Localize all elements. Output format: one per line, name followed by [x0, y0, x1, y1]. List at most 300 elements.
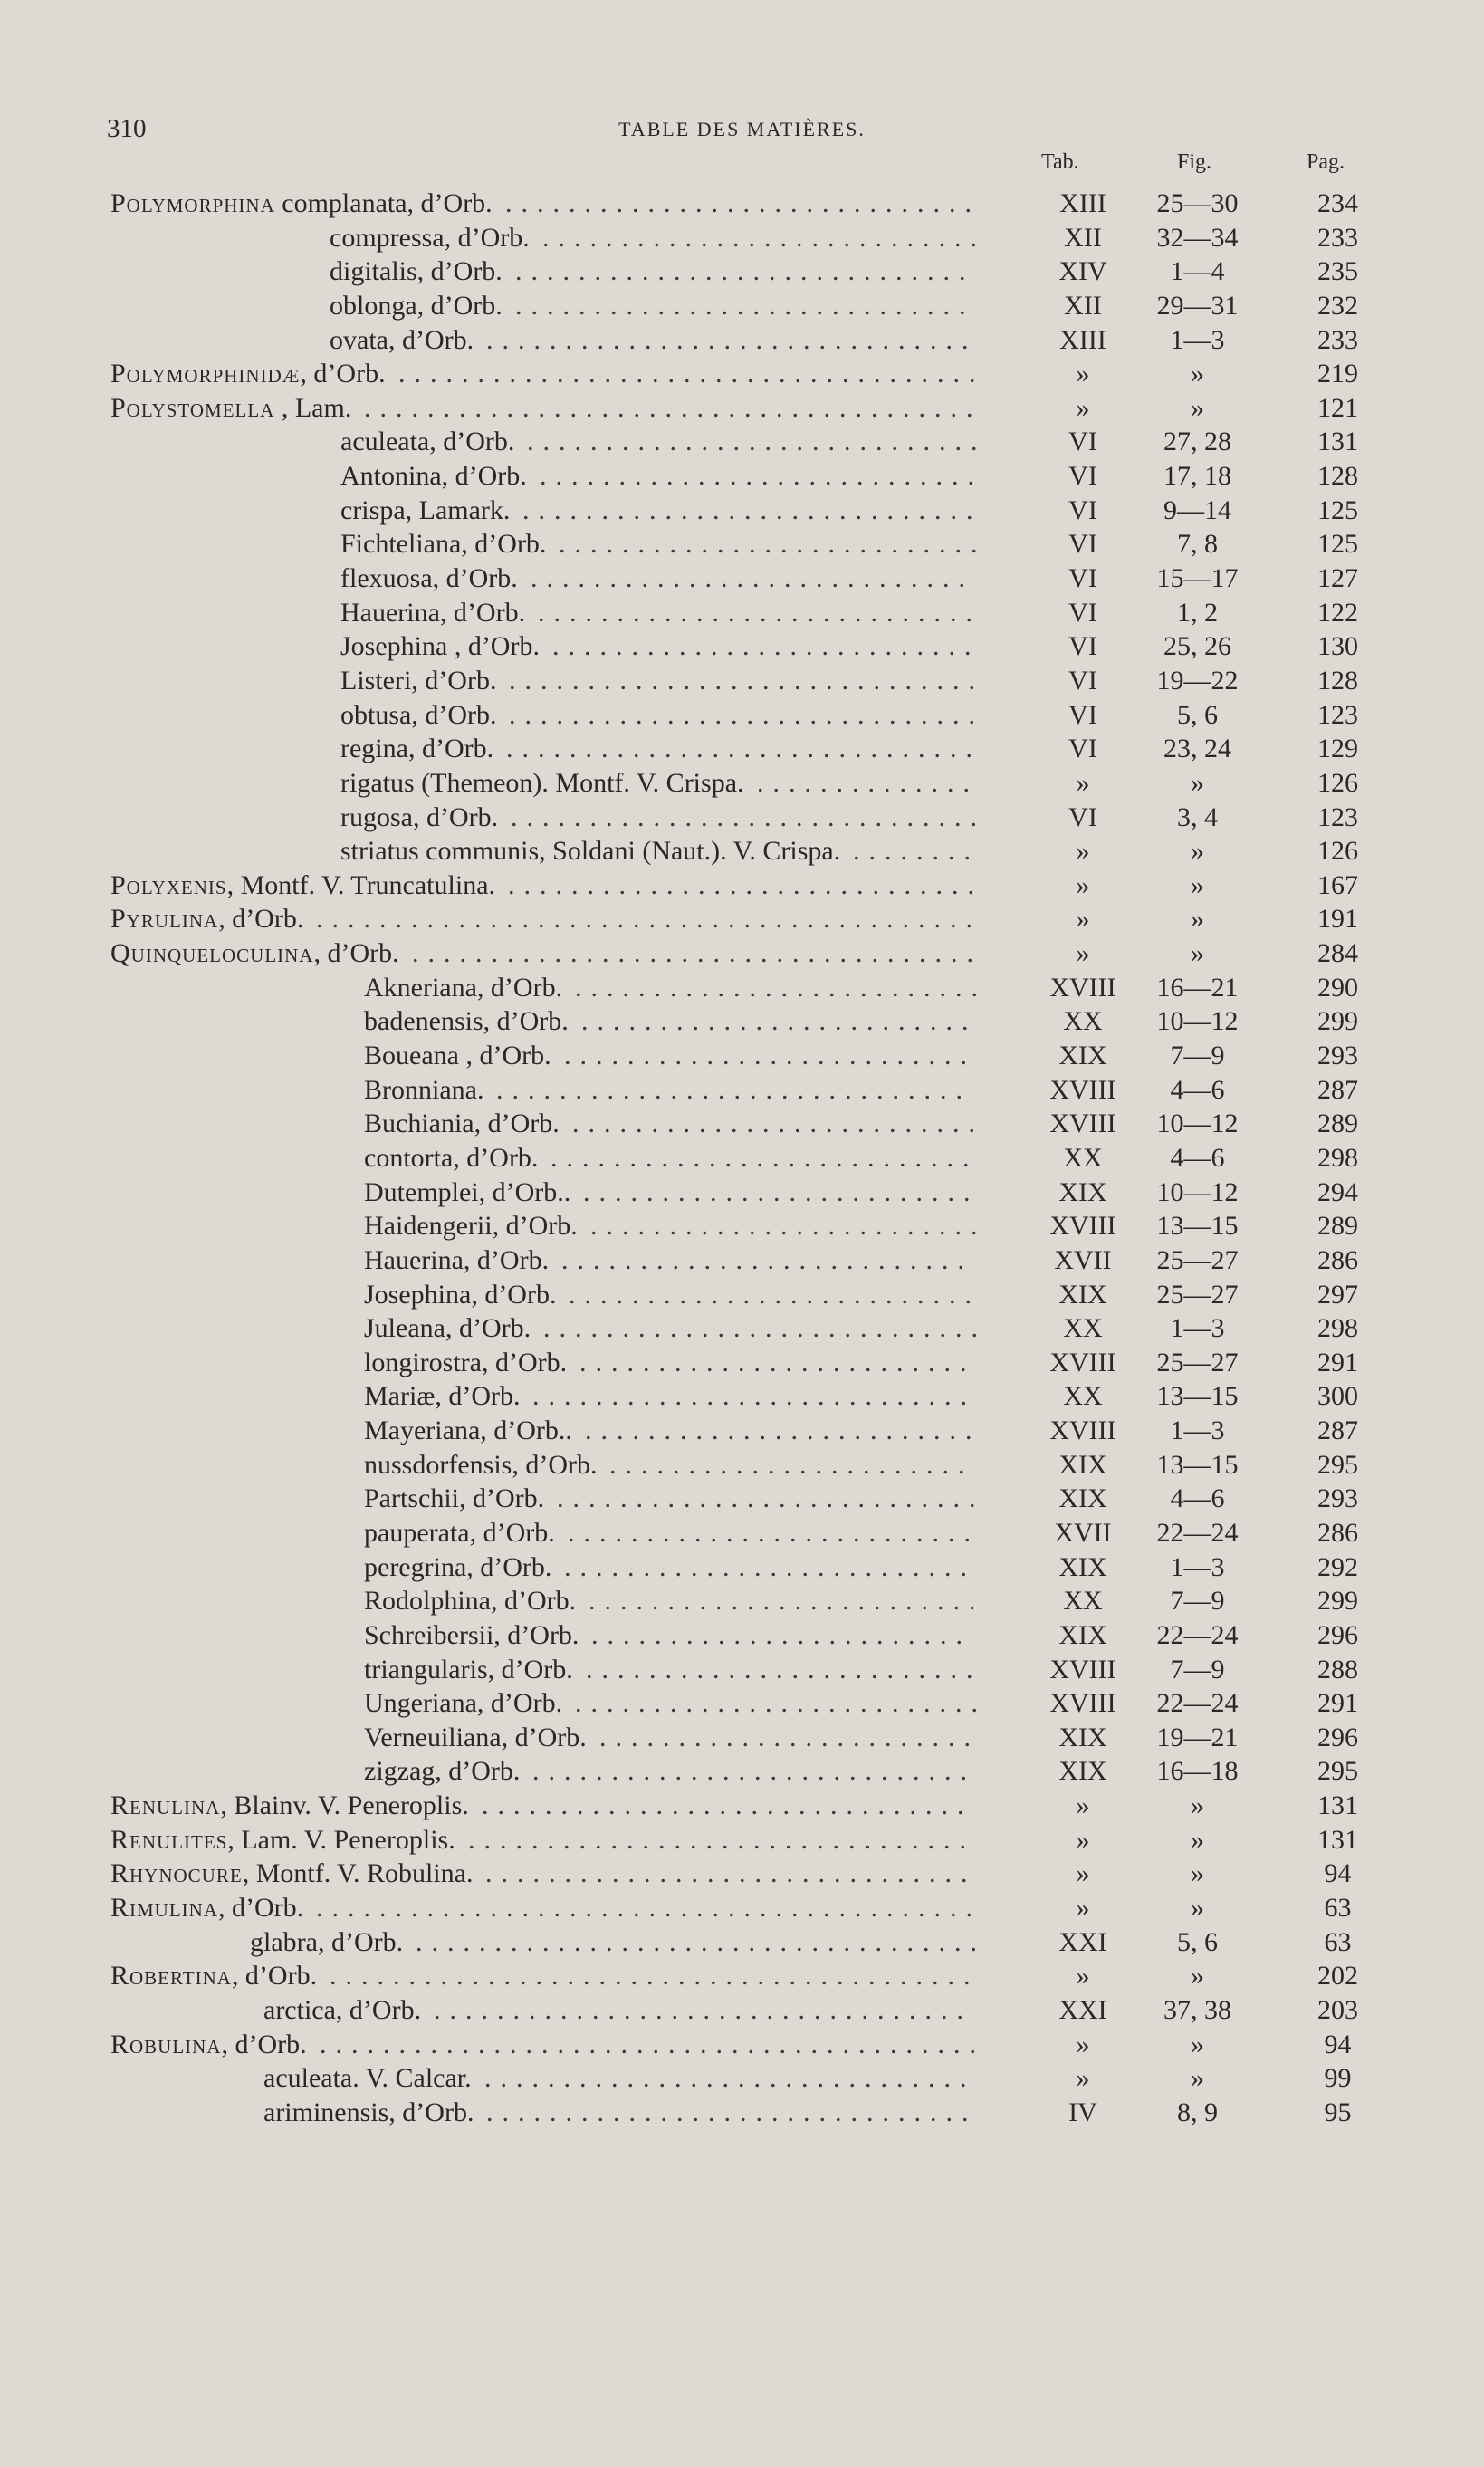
index-entry — [0, 1584, 1484, 1618]
entry-genus: Polystomella — [110, 392, 275, 423]
dot-leader: .......................... — [572, 1109, 984, 1139]
entry-name: oblonga, d’Orb. — [330, 290, 503, 321]
entry-name: , d’Orb. — [218, 904, 304, 935]
entry-tab: VI — [1068, 494, 1097, 525]
dot-leader: .......................... — [575, 1688, 987, 1719]
entry-pag: 167 — [1317, 869, 1358, 900]
entry-label — [364, 971, 562, 1005]
entry-label — [340, 596, 525, 630]
dot-leader: ............................... — [482, 1790, 973, 1821]
entry-pag: 296 — [1317, 1619, 1358, 1650]
entry-pag: 63 — [1324, 1926, 1352, 1957]
index-entry — [0, 494, 1484, 528]
entry-label — [340, 698, 496, 733]
entry-fig: 5, 6 — [1177, 699, 1218, 730]
entry-genus: Renulina — [110, 1790, 221, 1821]
dot-leader: ......................... — [589, 1586, 985, 1617]
entry-tab: XIX — [1058, 1449, 1107, 1480]
entry-fig: 9—14 — [1163, 494, 1231, 525]
entry-label — [110, 1789, 469, 1823]
dot-leader: ............................ — [531, 563, 974, 594]
entry-tab: » — [1076, 1824, 1090, 1855]
entry-tab: » — [1076, 836, 1090, 867]
entry-pag: 129 — [1317, 734, 1358, 764]
index-entry — [0, 527, 1484, 562]
dot-leader: ........................... — [559, 529, 987, 560]
entry-genus: Polymorphinidæ — [110, 359, 301, 389]
entry-genus: Renulites — [110, 1824, 228, 1855]
entry-pag: 131 — [1317, 427, 1358, 457]
dot-leader: ........................... — [552, 631, 981, 662]
entry-name: striatus communis, Soldani (Naut.). V. Crispa. — [340, 836, 841, 867]
dot-leader: .......................... — [561, 1244, 973, 1275]
entry-label — [340, 834, 840, 869]
dot-leader: .............................. — [506, 734, 981, 764]
dot-leader: ......................................... — [330, 1961, 980, 1992]
entry-name: Mayeriana, d’Orb.. — [364, 1416, 572, 1446]
index-entry — [0, 1686, 1484, 1721]
entry-name: , Blainv. V. Peneroplis. — [220, 1790, 469, 1821]
entry-fig: 1—3 — [1170, 1416, 1225, 1446]
entry-fig: 1—3 — [1170, 1313, 1225, 1344]
entry-tab: IV — [1068, 2097, 1097, 2127]
entry-name: flexuosa, d’Orb. — [340, 563, 518, 594]
entry-tab: VI — [1068, 461, 1097, 492]
dot-leader: ............................... — [486, 324, 978, 355]
dot-leader: .................................. — [434, 1994, 972, 2025]
entry-pag: 94 — [1324, 1858, 1352, 1889]
entry-tab: XX — [1063, 1313, 1103, 1344]
entry-fig: » — [1191, 1961, 1204, 1992]
entry-name: zigzag, d’Orb. — [364, 1756, 521, 1787]
entry-genus: Robulina — [110, 2029, 222, 2059]
entry-label — [340, 766, 744, 801]
index-entry — [0, 1959, 1484, 1993]
entry-tab: VI — [1068, 734, 1097, 764]
entry-fig: » — [1191, 2063, 1204, 2094]
entry-label — [263, 2061, 472, 2096]
entry-fig: 5, 6 — [1177, 1926, 1218, 1957]
entry-name: , d’Orb. — [231, 1961, 318, 1992]
entry-name: Hauerina, d’Orb. — [364, 1244, 550, 1275]
dot-leader: .......................................... — [316, 904, 981, 935]
column-header-pag: Pag. — [1307, 150, 1345, 174]
entry-label — [263, 1993, 421, 2028]
entry-name: Listeri, d’Orb. — [340, 665, 497, 696]
entry-label — [110, 1823, 455, 1857]
entry-label — [330, 221, 530, 255]
index-entry — [0, 1414, 1484, 1448]
entry-tab: XII — [1064, 290, 1102, 321]
entry-pag: 99 — [1324, 2063, 1352, 2094]
entry-pag: 288 — [1317, 1654, 1358, 1685]
entry-tab: XVIII — [1049, 1109, 1116, 1139]
index-entry — [0, 2028, 1484, 2062]
dot-leader: .............................. — [496, 1074, 972, 1105]
entry-name: , d’Orb. — [313, 938, 399, 969]
entry-fig: 23, 24 — [1163, 734, 1231, 764]
entry-pag: 95 — [1324, 2097, 1352, 2127]
entry-tab: » — [1076, 2063, 1090, 2094]
index-entry — [0, 902, 1484, 936]
dot-leader: ............................... — [485, 1858, 977, 1889]
entry-label — [110, 1959, 317, 1993]
entry-label — [364, 1039, 551, 1073]
entry-pag: 126 — [1317, 836, 1358, 867]
entry-label — [364, 1584, 576, 1618]
entry-pag: 122 — [1317, 597, 1358, 628]
dot-leader: ............................. — [515, 290, 975, 321]
entry-tab: XIX — [1058, 1483, 1107, 1514]
entry-pag: 287 — [1317, 1074, 1358, 1105]
entry-tab: » — [1076, 1893, 1090, 1924]
entry-tab: VI — [1068, 563, 1097, 594]
entry-tab: » — [1076, 904, 1090, 935]
index-entry — [0, 629, 1484, 664]
index-entry — [0, 1550, 1484, 1585]
entry-name: Antonina, d’Orb. — [340, 461, 527, 492]
index-entry — [0, 187, 1484, 221]
entry-pag: 295 — [1317, 1756, 1358, 1787]
dot-leader: ............................... — [484, 2063, 976, 2094]
index-entry — [0, 2061, 1484, 2096]
entry-fig: 1—3 — [1170, 1551, 1225, 1582]
index-entry — [0, 391, 1484, 426]
dot-leader: .............................. — [509, 665, 984, 696]
entry-tab: XIV — [1058, 256, 1107, 287]
entry-pag: 131 — [1317, 1790, 1358, 1821]
entry-name: Schreibersii, d’Orb. — [364, 1619, 579, 1650]
index-entry — [0, 971, 1484, 1005]
entry-label — [110, 936, 399, 971]
index-entry — [0, 1754, 1484, 1789]
entry-pag: 292 — [1317, 1551, 1358, 1582]
entry-pag: 290 — [1317, 972, 1358, 1003]
index-entry — [0, 732, 1484, 766]
entry-pag: 284 — [1317, 938, 1358, 969]
entry-tab: XX — [1063, 1142, 1103, 1173]
entry-fig: » — [1191, 1893, 1204, 1924]
entry-name: badenensis, d’Orb. — [364, 1006, 569, 1037]
index-entry — [0, 1311, 1484, 1346]
dot-leader: ....................... — [609, 1449, 974, 1480]
entry-pag: 298 — [1317, 1142, 1358, 1173]
dot-leader: ............................ — [542, 222, 986, 253]
entry-genus: Rimulina — [110, 1893, 218, 1924]
index-entry — [0, 596, 1484, 630]
entry-label — [364, 1482, 544, 1516]
entry-pag: 94 — [1324, 2029, 1352, 2059]
index-entry — [0, 1209, 1484, 1243]
entry-name: , Lam. — [274, 392, 352, 423]
entry-tab: XIX — [1058, 1041, 1107, 1071]
entry-label — [364, 1550, 551, 1585]
entry-name: Bronniana. — [364, 1074, 484, 1105]
dot-leader: ............................ — [532, 1756, 976, 1787]
dot-leader: .......................................... — [316, 1893, 981, 1924]
index-entry — [0, 1379, 1484, 1414]
entry-fig: 10—12 — [1156, 1109, 1239, 1139]
entry-label — [364, 1209, 578, 1243]
index-entry — [0, 1448, 1484, 1483]
entry-tab: » — [1076, 938, 1090, 969]
entry-label — [340, 527, 546, 562]
dot-leader: .......................... — [564, 1041, 976, 1071]
entry-tab: » — [1076, 392, 1090, 423]
dot-leader: ......................... — [579, 1347, 976, 1377]
entry-pag: 191 — [1317, 904, 1358, 935]
index-entry — [0, 1243, 1484, 1278]
entry-name: , d’Orb. — [300, 359, 386, 389]
entry-tab: XIX — [1058, 1619, 1107, 1650]
index-entry — [0, 1073, 1484, 1108]
entry-fig: 29—31 — [1156, 290, 1239, 321]
entry-fig: 13—15 — [1156, 1449, 1239, 1480]
entry-name: Haidengerii, d’Orb. — [364, 1211, 578, 1242]
entry-label — [110, 1857, 473, 1891]
entry-name: Rodolphina, d’Orb. — [364, 1586, 577, 1617]
dot-leader: ......................... — [586, 1654, 982, 1685]
index-entry — [0, 323, 1484, 358]
entry-label — [364, 1379, 520, 1414]
entry-label — [364, 1754, 520, 1789]
entry-genus: Quinqueloculina — [110, 938, 314, 969]
entry-tab: XVIII — [1049, 1074, 1116, 1105]
entry-name: crispa, Lamark. — [340, 494, 511, 525]
dot-leader: ......................... — [585, 1416, 981, 1446]
dot-leader: .................................... — [416, 1926, 986, 1957]
dot-leader: .............................. — [508, 869, 983, 900]
entry-label — [364, 1141, 538, 1176]
entry-tab: XXI — [1058, 1926, 1107, 1957]
entry-fig: 10—12 — [1156, 1006, 1239, 1037]
entry-tab: » — [1076, 767, 1090, 798]
dot-leader: ............................ — [538, 597, 981, 628]
entry-name: arctica, d’Orb. — [263, 1994, 422, 2025]
index-entry — [0, 1346, 1484, 1380]
entry-name: peregrina, d’Orb. — [364, 1551, 552, 1582]
entry-fig: 22—24 — [1156, 1517, 1239, 1548]
entry-pag: 286 — [1317, 1517, 1358, 1548]
index-entry — [0, 459, 1484, 494]
entry-label — [110, 2028, 307, 2062]
entry-name: ariminensis, d’Orb. — [263, 2097, 474, 2127]
index-entry — [0, 664, 1484, 698]
entry-fig: 7—9 — [1170, 1041, 1225, 1071]
entry-label — [364, 1653, 573, 1687]
entry-fig: 16—18 — [1156, 1756, 1239, 1787]
entry-tab: XIII — [1059, 324, 1106, 355]
entry-pag: 202 — [1317, 1961, 1358, 1992]
entry-tab: VI — [1068, 529, 1097, 560]
index-entry — [0, 425, 1484, 459]
entry-name: Akneriana, d’Orb. — [364, 972, 563, 1003]
entry-fig: 25—27 — [1156, 1244, 1239, 1275]
index-entry — [0, 1278, 1484, 1312]
entry-name: obtusa, d’Orb. — [340, 699, 497, 730]
dot-leader: ........ — [853, 836, 980, 867]
dot-leader: .......................... — [575, 972, 987, 1003]
entry-tab: XIX — [1058, 1176, 1107, 1207]
entry-name: ovata, d’Orb. — [330, 324, 474, 355]
entry-name: Mariæ, d’Orb. — [364, 1381, 521, 1412]
entry-pag: 296 — [1317, 1722, 1358, 1752]
index-entry — [0, 766, 1484, 801]
entry-label — [364, 1686, 562, 1721]
dot-leader: .......................... — [569, 1279, 981, 1310]
entry-pag: 300 — [1317, 1381, 1358, 1412]
entry-fig: » — [1191, 2029, 1204, 2059]
entry-fig: 19—22 — [1156, 665, 1239, 696]
entry-tab: XVIII — [1049, 1416, 1116, 1446]
entry-name: Josephina , d’Orb. — [340, 631, 540, 662]
dot-leader: ............................. — [522, 494, 982, 525]
entry-fig: 7—9 — [1170, 1586, 1225, 1617]
index-entry — [0, 869, 1484, 903]
entry-fig: 1—4 — [1170, 256, 1225, 287]
dot-leader: ........................... — [551, 1142, 979, 1173]
entry-pag: 289 — [1317, 1211, 1358, 1242]
entry-name: nussdorfensis, d’Orb. — [364, 1449, 598, 1480]
entry-label — [263, 2096, 474, 2130]
entry-fig: 7—9 — [1170, 1654, 1225, 1685]
dot-leader: .......................... — [568, 1517, 980, 1548]
page-number: 310 — [107, 114, 147, 143]
entry-label — [110, 187, 493, 221]
index-entry — [0, 801, 1484, 835]
entry-pag: 291 — [1317, 1347, 1358, 1377]
entry-tab: » — [1076, 869, 1090, 900]
entry-fig: 8, 9 — [1177, 2097, 1218, 2127]
entry-pag: 121 — [1317, 392, 1358, 423]
entry-tab: VI — [1068, 802, 1097, 832]
index-entry — [0, 1721, 1484, 1755]
entry-tab: XX — [1063, 1006, 1103, 1037]
index-entry — [0, 1789, 1484, 1823]
entry-name: Buchiania, d’Orb. — [364, 1109, 560, 1139]
entry-fig: 1, 2 — [1177, 597, 1218, 628]
entry-pag: 125 — [1317, 494, 1358, 525]
entry-label — [364, 1721, 587, 1755]
entry-pag: 126 — [1317, 767, 1358, 798]
entry-name: Boueana , d’Orb. — [364, 1041, 551, 1071]
index-entry — [0, 1004, 1484, 1039]
entry-label — [364, 1448, 597, 1483]
entry-name: contorta, d’Orb. — [364, 1142, 539, 1173]
entry-label — [364, 1278, 556, 1312]
index-entry — [0, 1482, 1484, 1516]
entry-fig: 25—27 — [1156, 1347, 1239, 1377]
entry-fig: 4—6 — [1170, 1074, 1225, 1105]
entry-pag: 295 — [1317, 1449, 1358, 1480]
entry-pag: 297 — [1317, 1279, 1358, 1310]
entry-fig: 7, 8 — [1177, 529, 1218, 560]
entry-genus: Rhynocure — [110, 1858, 243, 1889]
entry-pag: 203 — [1317, 1994, 1358, 2025]
entry-tab: XII — [1064, 222, 1102, 253]
entry-fig: 32—34 — [1156, 222, 1239, 253]
entry-name: longirostra, d’Orb. — [364, 1347, 568, 1377]
entry-label — [364, 1414, 572, 1448]
entry-label — [364, 1243, 549, 1278]
dot-leader: ......................... — [583, 1176, 980, 1207]
running-head: TABLE DES MATIÈRES. — [618, 118, 866, 140]
dot-leader: ............................ — [543, 1313, 987, 1344]
entry-label — [364, 1516, 555, 1550]
dot-leader: .............................. — [505, 188, 981, 218]
entry-tab: XX — [1063, 1381, 1103, 1412]
entry-label — [340, 664, 496, 698]
entry-tab: XVIII — [1049, 1654, 1116, 1685]
entry-fig: 22—24 — [1156, 1688, 1239, 1719]
dot-leader: ........................ — [599, 1722, 980, 1752]
entry-tab: VI — [1068, 631, 1097, 662]
entry-name: Dutemplei, d’Orb.. — [364, 1176, 571, 1207]
index-entry — [0, 289, 1484, 323]
entry-fig: 37, 38 — [1163, 1994, 1231, 2025]
dot-leader: ............................. — [527, 427, 987, 457]
entry-genus: Polyxenis — [110, 869, 227, 900]
index-entry — [0, 936, 1484, 971]
entry-tab: XIX — [1058, 1722, 1107, 1752]
entry-tab: XIX — [1058, 1279, 1107, 1310]
entry-tab: XVII — [1054, 1517, 1112, 1548]
index-entry — [0, 221, 1484, 255]
entry-fig: 19—21 — [1156, 1722, 1239, 1752]
entry-label — [340, 562, 518, 596]
dot-leader: .................................... — [412, 938, 982, 969]
entry-pag: 123 — [1317, 699, 1358, 730]
entry-tab: XVIII — [1049, 1347, 1116, 1377]
entry-label — [340, 732, 493, 766]
index-entry — [0, 1653, 1484, 1687]
dot-leader: ............................ — [532, 1381, 976, 1412]
entry-fig: » — [1191, 1858, 1204, 1889]
dot-leader: ........................ — [591, 1619, 972, 1650]
dot-leader: .......................................... — [320, 2029, 985, 2059]
entry-tab: VI — [1068, 665, 1097, 696]
entry-fig: 17, 18 — [1163, 461, 1231, 492]
entry-label — [330, 289, 503, 323]
entry-fig: » — [1191, 836, 1204, 867]
entry-fig: 22—24 — [1156, 1619, 1239, 1650]
entry-fig: 15—17 — [1156, 563, 1239, 594]
entry-label — [110, 357, 386, 391]
entry-pag: 293 — [1317, 1041, 1358, 1071]
entry-name: compressa, d’Orb. — [330, 222, 530, 253]
entry-pag: 286 — [1317, 1244, 1358, 1275]
entry-fig: » — [1191, 1824, 1204, 1855]
entry-fig: 3, 4 — [1177, 802, 1218, 832]
index-entry — [0, 1823, 1484, 1857]
index-entry — [0, 1891, 1484, 1925]
entry-label — [330, 323, 474, 358]
entry-label — [110, 902, 303, 936]
entry-label — [110, 391, 351, 426]
entry-fig: » — [1191, 938, 1204, 969]
entry-name: complanata, d’Orb. — [274, 188, 493, 218]
entry-pag: 130 — [1317, 631, 1358, 662]
entry-tab: » — [1076, 1858, 1090, 1889]
entry-tab: » — [1076, 2029, 1090, 2059]
entry-name: Partschii, d’Orb. — [364, 1483, 545, 1514]
entry-label — [364, 1346, 567, 1380]
entry-pag: 63 — [1324, 1893, 1352, 1924]
dot-leader: ............................. — [515, 256, 975, 287]
index-entry — [0, 1141, 1484, 1176]
entry-pag: 128 — [1317, 665, 1358, 696]
index-entry — [0, 357, 1484, 391]
